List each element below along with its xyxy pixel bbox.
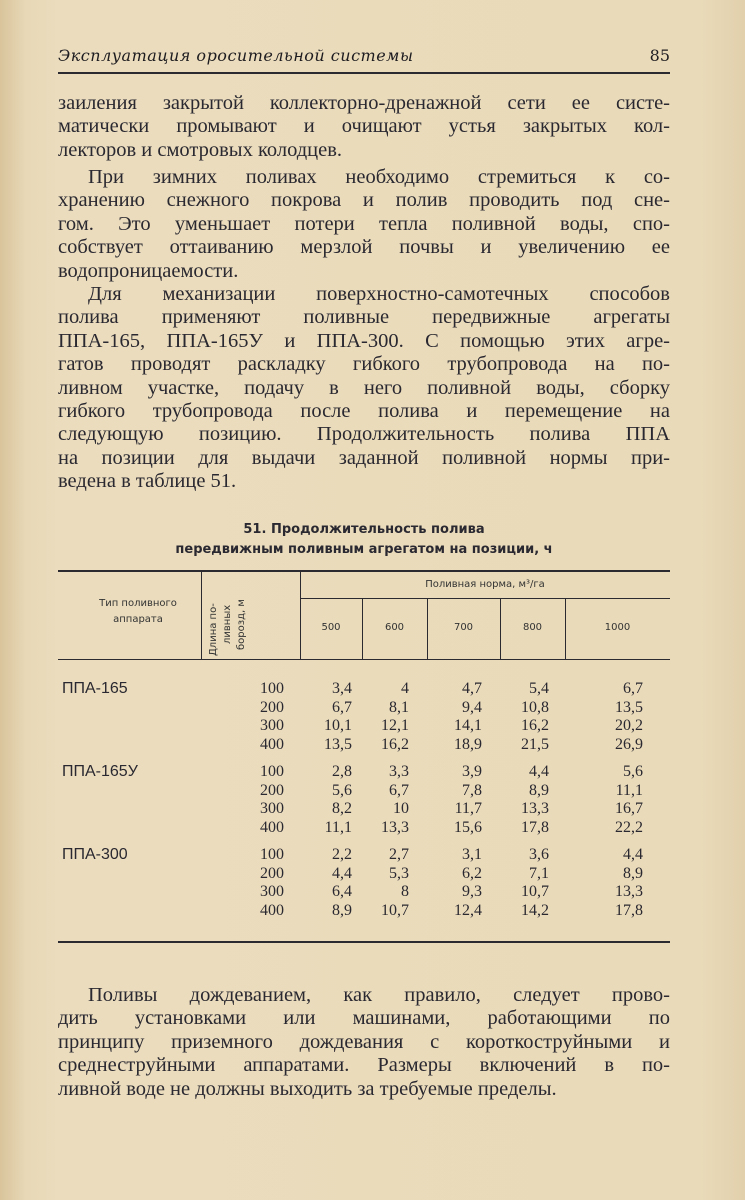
table-cell: 13,3 [381, 818, 409, 836]
table-cell: 5,4 [529, 680, 549, 697]
table-cell: 2,2 [332, 846, 352, 863]
table-cell: 4 [401, 680, 409, 697]
table-cell: 2,8 [332, 763, 352, 780]
text-line: на позиции для выдачи заданной поливной нормы при- [58, 446, 670, 469]
row-length: 200 [260, 698, 284, 716]
table-cell: 13,5 [615, 698, 643, 716]
col-length-header-line3: борозд, м [236, 599, 247, 650]
table-cell: 3,3 [389, 763, 409, 780]
table-divider-type [201, 572, 202, 659]
table-cell: 6,2 [462, 864, 482, 882]
paragraph-2 [58, 166, 670, 283]
col-type-header-line2: аппарата [113, 614, 163, 625]
table-cell: 4,4 [623, 846, 643, 863]
table-cell: 10,1 [324, 717, 352, 734]
table-cell: 14,2 [521, 901, 549, 919]
row-length: 100 [260, 846, 284, 863]
row-length: 300 [260, 717, 284, 734]
col-norm-header: Поливная норма, м³/га [425, 579, 545, 590]
table-cell: 26,9 [615, 735, 643, 753]
table-cell: 9,4 [462, 698, 482, 716]
table-cell: 4,7 [462, 680, 482, 697]
table-cell: 13,5 [324, 735, 352, 753]
text-line: гибкого трубопровода после полива и перемещение на [58, 399, 670, 422]
table-cell: 22,2 [615, 818, 643, 836]
row-length: 400 [260, 901, 284, 919]
table-cell: 4,4 [529, 763, 549, 780]
text-line: гом. Это уменьшает потери тепла поливной воды, спо- [58, 212, 670, 235]
text-line: ППА-165, ППА-165У и ППА-300. С помощью этих агре- [58, 329, 670, 352]
table-cell: 8,9 [332, 901, 352, 919]
table-caption-title: 51. Продолжительность полива [243, 522, 485, 537]
page-number: 85 [649, 46, 670, 65]
norm-header-800: 800 [522, 622, 543, 633]
table-cell: 11,1 [615, 781, 643, 799]
paragraph-1 [58, 92, 670, 162]
table-cell: 8,1 [389, 698, 409, 716]
table-cell: 18,9 [454, 735, 482, 753]
table-norm-subrule [300, 598, 670, 599]
table-cell: 5,6 [623, 763, 643, 780]
table-cell: 16,2 [521, 717, 549, 734]
row-group-name: ППА-300 [62, 846, 128, 863]
table-cell: 21,5 [521, 735, 549, 753]
table-cell: 7,8 [462, 781, 482, 799]
table-caption-subtitle: передвижным поливным агрегатом на позиции, ч [175, 542, 553, 557]
table-cell: 8 [401, 883, 409, 900]
text-line: собствует оттаиванию мерзлой почвы и увеличению ее [58, 236, 670, 259]
text-line: ливной воде не должны выходить за требуемые пределы. [58, 1077, 557, 1100]
text-line: Для механизации поверхностно-самотечных способов [88, 283, 670, 305]
table-cell: 12,4 [454, 901, 482, 919]
table-cell: 6,4 [332, 883, 352, 900]
table-cell: 10,8 [521, 698, 549, 716]
table-cell: 3,9 [462, 763, 482, 780]
col-type-header-line1: Тип поливного [99, 598, 177, 609]
table-cell: 11,1 [324, 818, 352, 836]
row-length: 200 [260, 864, 284, 882]
text-line: ливном участке, подачу в него поливной воды, сборку [58, 376, 670, 399]
text-line: следующую позицию. Продолжительность полива ППА [58, 423, 670, 446]
text-line: полива применяют поливные передвижные агрегаты [58, 306, 670, 329]
row-group-name: ППА-165 [62, 680, 128, 697]
col-length-header-line2: ливных [222, 604, 233, 644]
paragraph-3 [58, 283, 670, 494]
table-cell: 13,3 [521, 800, 549, 817]
row-length: 100 [260, 680, 284, 697]
table-cell: 5,6 [332, 781, 352, 799]
row-length: 400 [260, 818, 284, 836]
text-line: лекторов и смотровых колодцев. [58, 138, 343, 161]
table-divider-length [300, 572, 301, 659]
running-header [58, 46, 670, 74]
running-title: Эксплуатация оросительной системы [58, 46, 414, 65]
text-line: хранению снежного покрова и полив проводить под сне- [58, 189, 670, 212]
text-line: При зимних поливах необходимо стремиться к со- [88, 166, 670, 188]
table-top-rule [58, 570, 670, 572]
table-cell: 8,2 [332, 800, 352, 817]
table-cell: 10,7 [381, 901, 409, 919]
table-cell: 3,4 [332, 680, 352, 697]
text-line: Поливы дождеванием, как правило, следует прово- [88, 984, 670, 1006]
table-cell: 4,4 [332, 864, 352, 882]
row-length: 300 [260, 800, 284, 817]
norm-header-500: 500 [321, 622, 341, 633]
table-cell: 20,2 [615, 717, 643, 734]
table-cell: 5,3 [389, 864, 409, 882]
table-cell: 8,9 [529, 781, 549, 799]
table-cell: 7,1 [529, 864, 549, 882]
table-cell: 10,7 [521, 883, 549, 900]
norm-header-1000: 1000 [604, 622, 631, 633]
table-cell: 17,8 [615, 901, 643, 919]
table-cell: 8,9 [623, 864, 643, 882]
table-cell: 3,6 [529, 846, 549, 863]
row-length: 200 [260, 781, 284, 799]
table-cell: 16,2 [381, 735, 409, 753]
text-line: ведена в таблице 51. [58, 470, 237, 493]
table-cell: 16,7 [615, 800, 643, 817]
table-bottom-rule [58, 941, 670, 943]
text-line: принципу приземного дождевания с короткоструйными и [58, 1030, 670, 1053]
table-cell: 12,1 [381, 717, 409, 734]
text-line: матически промывают и очищают устья закрытых кол- [58, 115, 670, 138]
table-cell: 13,3 [615, 883, 643, 900]
table-cell: 2,7 [389, 846, 409, 863]
row-group-name: ППА-165У [62, 763, 138, 780]
table-cell: 6,7 [623, 680, 643, 697]
table-cell: 9,3 [462, 883, 482, 900]
table-cell: 6,7 [389, 781, 409, 799]
table-cell: 3,1 [462, 846, 482, 863]
row-length: 100 [260, 763, 284, 780]
table-cell: 6,7 [332, 698, 352, 716]
norm-header-600: 600 [384, 622, 405, 633]
table-cell: 17,8 [521, 818, 549, 836]
text-line: заиления закрытой коллекторно-дренажной сети ее систе- [58, 92, 670, 114]
text-line: водопроницаемости. [58, 259, 239, 282]
row-length: 400 [260, 735, 284, 753]
text-line: гатов проводят раскладку гибкого трубопровода на по- [58, 353, 670, 376]
text-line: дить установками или машинами, работающими по [58, 1007, 670, 1030]
row-length: 300 [260, 883, 284, 900]
text-line: среднеструйными аппаратами. Размеры включений в по- [58, 1054, 670, 1077]
table-cell: 15,6 [454, 818, 482, 836]
col-length-header-line1: Длина по- [208, 603, 219, 656]
table-cell: 11,7 [454, 800, 482, 817]
table-cell: 10 [393, 800, 409, 817]
norm-header-700: 700 [453, 622, 474, 633]
paragraph-4 [58, 984, 670, 1101]
table-header-rule [58, 659, 670, 660]
table-cell: 14,1 [454, 717, 482, 734]
